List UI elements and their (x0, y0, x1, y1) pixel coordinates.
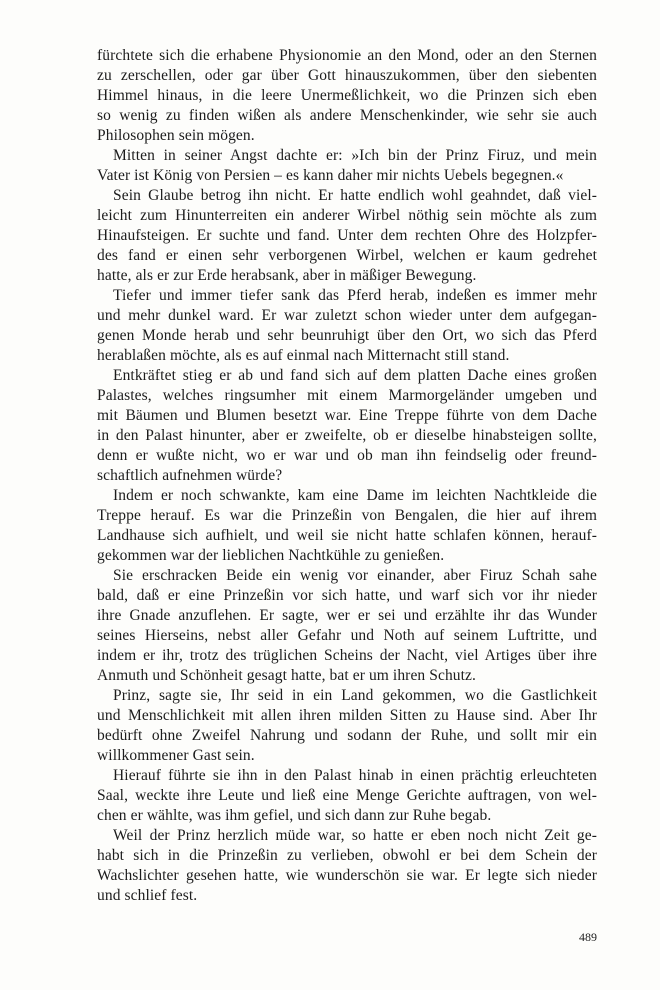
paragraph (97, 766, 597, 826)
text-line: denn er wußte nicht, wo er war und ob man ihn feindselig oder freund- (97, 447, 597, 464)
text-line: Wachslichter gesehen hatte, wie wunderschön sie war. Er legte sich nieder (97, 867, 597, 884)
text-line: Mitten in seiner Angst dachte er: »Ich bin der Prinz Firuz, und mein (113, 147, 597, 164)
paragraph (97, 686, 597, 766)
text-line: in den Palast hinunter, aber er zweifelte, ob er dieselbe hinabsteigen sollte, (97, 427, 597, 444)
text-line: genen Monde herab und sehr beunruhigt über den Ort, wo sich das Pferd (97, 327, 597, 344)
paragraph (97, 286, 597, 366)
text-line: mit Bäumen und Blumen besetzt war. Eine Treppe führte von dem Dache (97, 407, 597, 424)
text-line: ihre Gnade anzuflehen. Er sagte, wer er sei und erzählte ihr das Wunder (97, 607, 597, 624)
text-line: Hinaufsteigen. Er suchte und fand. Unter dem rechten Ohre des Holzpfer- (97, 227, 597, 244)
text-line: zu zerschellen, oder gar über Gott hinauszukommen, über den siebenten (97, 67, 597, 84)
text-line: Sein Glaube betrog ihn nicht. Er hatte endlich wohl geahndet, daß viel- (113, 187, 597, 204)
text-line: Hierauf führte sie ihn in den Palast hinab in einen prächtig erleuchteten (113, 767, 597, 784)
paragraph (97, 366, 597, 486)
text-line: Palastes, welches ringsumher mit einem Marmorgeländer umgeben und (97, 387, 597, 404)
text-line: Saal, weckte ihre Leute und ließ eine Menge Gerichte auftragen, von wel- (97, 787, 597, 804)
text-line: des fand er einen sehr verborgenen Wirbel, welchen er kaum gedrehet (97, 247, 597, 264)
text-line: indem er ihr, trotz des trüglichen Scheins der Nacht, viel Artiges über ihre (97, 647, 597, 664)
text-line: gekommen war der lieblichen Nachtkühle zu genießen. (97, 547, 445, 564)
paragraph (97, 46, 597, 146)
text-line: hatte, als er zur Erde herabsank, aber in mäßiger Bewegung. (97, 267, 477, 284)
paragraph (97, 826, 597, 906)
text-line: Anmuth und Schönheit gesagt hatte, bat er um ihren Schutz. (97, 667, 477, 684)
text-line: und Menschlichkeit mit allen ihren milden Sitten zu Hause sind. Aber Ihr (97, 707, 597, 724)
paragraph (97, 486, 597, 566)
text-line: Sie erschracken Beide ein wenig vor einander, aber Firuz Schah sahe (113, 567, 597, 584)
paragraph (97, 146, 597, 186)
text-line: herablaßen möchte, als es auf einmal nach Mitternacht still stand. (97, 347, 510, 364)
text-line: Treppe herauf. Es war die Prinzeßin von Bengalen, die hier auf ihrem (97, 507, 597, 524)
text-line: Philosophen sein mögen. (97, 127, 255, 144)
text-line: so wenig zu finden wißen als andere Menschenkinder, wie sehr sie auch (97, 107, 597, 124)
text-line: Landhause sich aufhielt, und weil sie nicht hatte schlafen können, herauf- (97, 527, 597, 544)
text-line: schaftlich aufnehmen würde? (97, 467, 283, 484)
text-line: bald, daß er eine Prinzeßin vor sich hatte, und warf sich vor ihr nieder (97, 587, 597, 604)
text-line: willkommener Gast sein. (97, 747, 255, 764)
text-line: leicht zum Hinunterreiten ein anderer Wirbel nöthig sein möchte als zum (97, 207, 597, 224)
paragraph (97, 566, 597, 686)
text-line: Tiefer und immer tiefer sank das Pferd herab, indeßen es immer mehr (113, 287, 597, 304)
text-line: Himmel hinaus, in die leere Unermeßlichkeit, wo die Prinzen sich eben (97, 87, 597, 104)
text-line: und mehr dunkel ward. Er war zuletzt schon wieder unter dem aufgegan- (97, 307, 597, 324)
text-line: Indem er noch schwankte, kam eine Dame im leichten Nachtkleide die (113, 487, 597, 504)
paragraph (97, 186, 597, 286)
text-line: chen er wählte, was ihm gefiel, und sich dann zur Ruhe begab. (97, 807, 492, 824)
text-line: Entkräftet stieg er ab und fand sich auf dem platten Dache eines großen (113, 367, 597, 384)
text-line: habt sich in die Prinzeßin zu verlieben, obwohl er bei dem Schein der (97, 847, 597, 864)
text-line: und schlief fest. (97, 887, 198, 904)
text-line: Prinz, sagte sie, Ihr seid in ein Land gekommen, wo die Gastlichkeit (113, 687, 597, 704)
page-number: 489 (579, 930, 597, 944)
text-block (97, 46, 597, 906)
text-line: seines Hierseins, nebst aller Gefahr und Noth auf seinem Luftritte, und (97, 627, 597, 644)
text-line: bedürft ohne Zweifel Nahrung und sodann der Ruhe, und sollt mir ein (97, 727, 597, 744)
text-line: fürchtete sich die erhabene Physionomie an den Mond, oder an den Sternen (97, 47, 597, 64)
text-line: Vater ist König von Persien – es kann daher mir nichts Uebels begegnen.« (97, 167, 564, 184)
text-line: Weil der Prinz herzlich müde war, so hatte er eben noch nicht Zeit ge- (113, 827, 597, 844)
